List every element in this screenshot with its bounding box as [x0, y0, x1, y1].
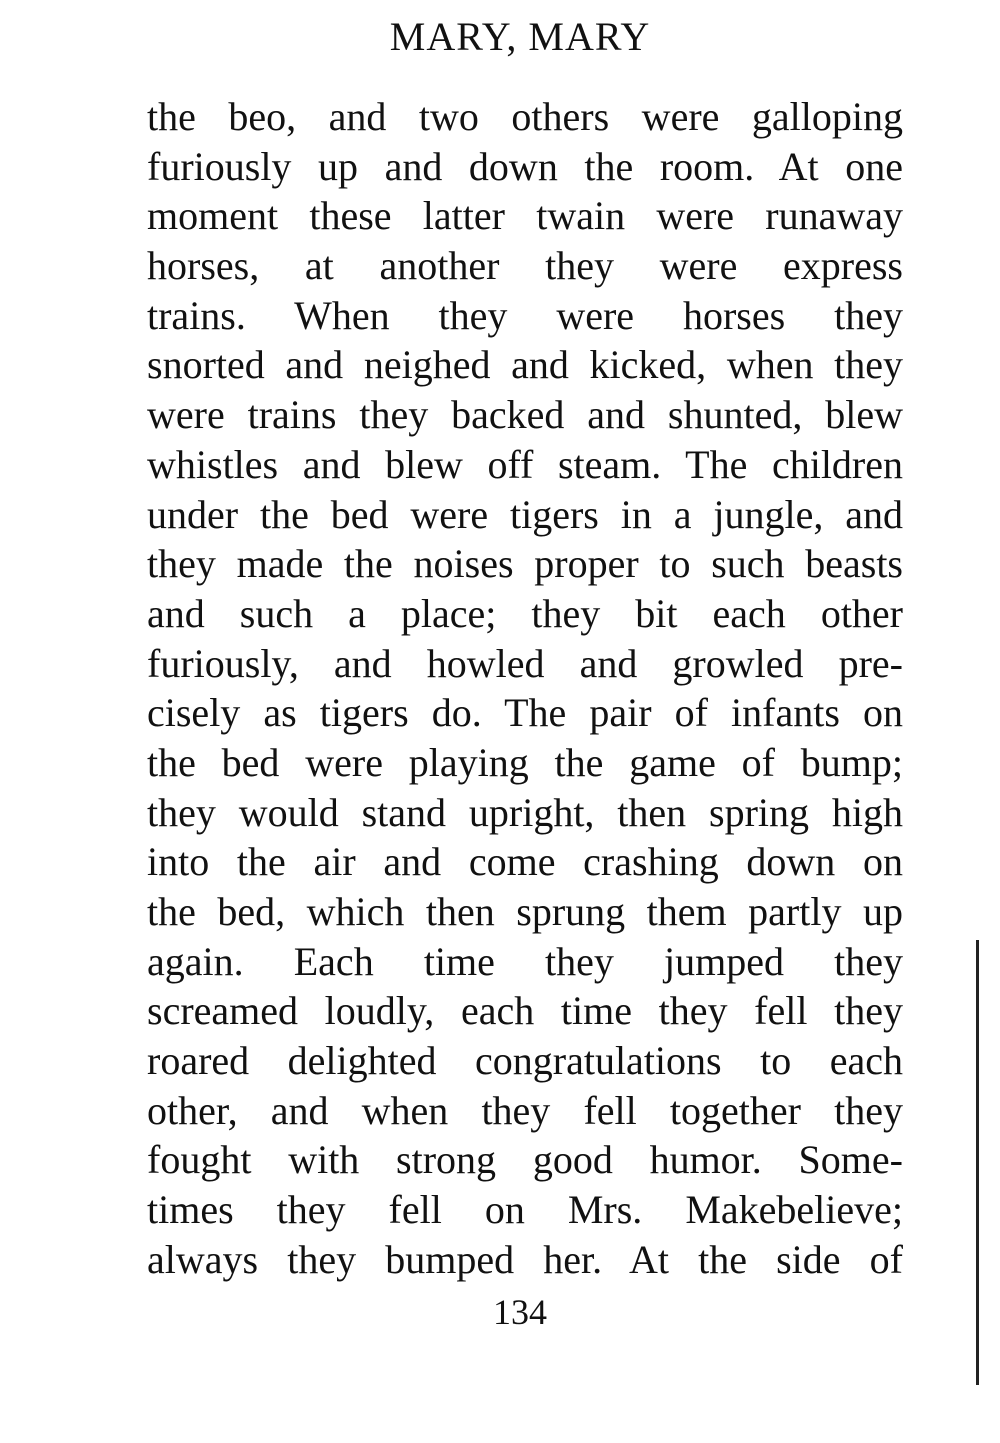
text-line: furiously, and howled and growled pre-	[147, 640, 903, 686]
text-line: were trains they backed and shunted, blew	[147, 392, 903, 438]
text-line: under the bed were tigers in a jungle, and	[147, 491, 903, 537]
text-line: moment these latter twain were runaway	[147, 193, 903, 239]
text-line: times they fell on Mrs. Makebelieve;	[147, 1187, 903, 1233]
text-line: the bed, which then sprung them partly up	[147, 889, 903, 934]
text-line: cisely as tigers do. The pair of infants on	[147, 690, 903, 736]
text-line: the beo, and two others were galloping	[147, 94, 903, 139]
text-line: screamed loudly, each time they fell they	[147, 988, 903, 1034]
text-line: trains. When they were horses they	[147, 292, 903, 338]
text-line: into the air and come crashing down on	[147, 839, 903, 885]
text-line: again. Each time they jumped they	[147, 938, 903, 984]
page-number: 134	[493, 1292, 547, 1332]
page-edge-line	[976, 940, 979, 1385]
running-head: MARY, MARY	[389, 14, 651, 59]
text-line: snorted and neighed and kicked, when they	[147, 342, 903, 388]
text-line: other, and when they fell together they	[147, 1087, 903, 1133]
text-line: they made the noises proper to such beasts	[147, 541, 903, 587]
text-line: and such a place; they bit each other	[147, 590, 903, 636]
body-text	[147, 92, 903, 1285]
text-line: fought with strong good humor. Some-	[147, 1137, 903, 1183]
text-line: roared delighted congratulations to each	[147, 1038, 903, 1084]
text-line: always they bumped her. At the side of	[147, 1236, 903, 1282]
text-line: furiously up and down the room. At one	[147, 143, 903, 189]
text-line: they would stand upright, then spring high	[147, 789, 903, 835]
text-line: whistles and blew off steam. The children	[147, 441, 903, 487]
text-line: the bed were playing the game of bump;	[147, 739, 903, 785]
text-line: horses, at another they were express	[147, 243, 903, 289]
